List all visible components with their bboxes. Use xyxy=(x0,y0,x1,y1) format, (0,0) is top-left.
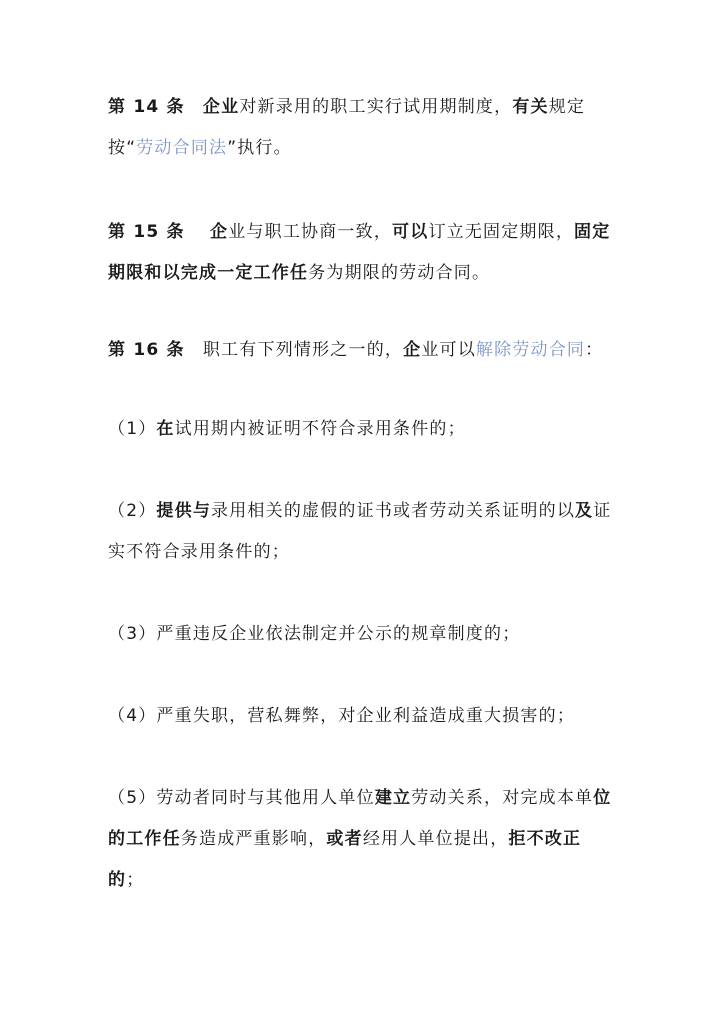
list-item-4: （4）严重失职，营私舞弊，对企业利益造成重大损害的； xyxy=(108,706,576,726)
list-item-1: （1）在试用期内被证明不符合录用条件的； xyxy=(108,419,466,439)
list-item-5: （5）劳动者同时与其他用人单位建立劳动关系，对完成本单位的工作任务造成严重影响，或者经用人单位提出，拒不改正的； xyxy=(108,788,612,890)
labor-contract-law-link[interactable]: 劳动合同法 xyxy=(136,138,228,158)
article-15-number: 第 15 条 xyxy=(108,222,211,242)
list-item-3: （3）严重违反企业依法制定并公示的规章制度的； xyxy=(108,624,521,644)
article-16-number: 第 16 条 xyxy=(108,340,203,360)
article-14-number: 第 14 条 xyxy=(108,97,203,117)
article-15: 第 15 条 企业与职工协商一致，可以订立无固定期限，固定期限和以完成一定工作任务为期限的劳动合同。 xyxy=(108,222,611,283)
terminate-contract-link[interactable]: 解除劳动合同 xyxy=(475,340,586,360)
article-14: 第 14 条 企业对新录用的职工实行试用期制度，有关规定按“劳动合同法”执行。 xyxy=(108,97,586,158)
article-16: 第 16 条 职工有下列情形之一的，企业可以解除劳动合同： xyxy=(108,340,604,360)
list-item-2: （2）提供与录用相关的虚假的证书或者劳动关系证明的以及证实不符合录用条件的； xyxy=(108,501,612,562)
